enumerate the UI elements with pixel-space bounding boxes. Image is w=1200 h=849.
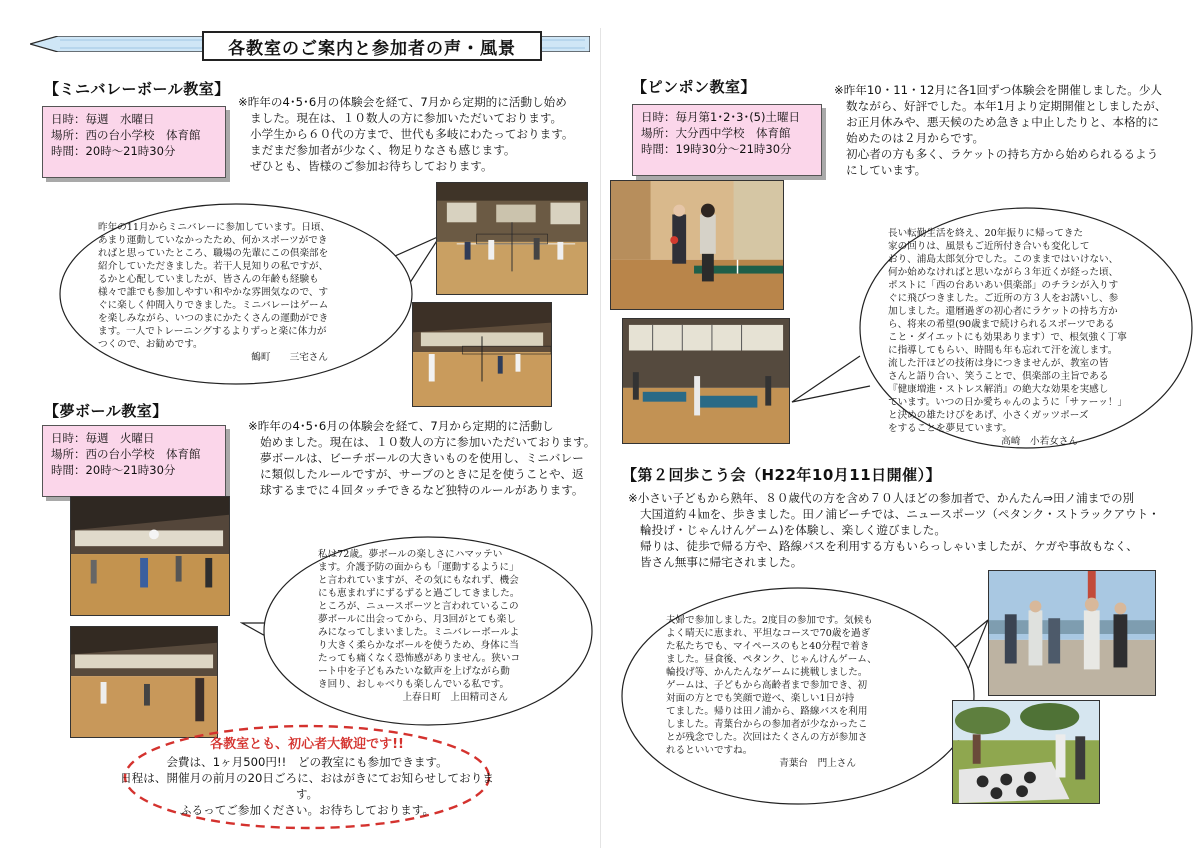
pingpong-desc-line: 始めたのは２月からです。: [846, 131, 985, 145]
voice-line: ぐに楽しく仲間入りできました。ミニバレーはゲーム: [98, 300, 329, 311]
voice-line: 様々で誰でも参加しやすい和やかな雰囲気なので、す: [98, 287, 329, 298]
walk-beach-photo: [952, 700, 1100, 804]
voice-line: ところが、ニュースポーツと言われているこの: [318, 601, 519, 612]
volleyball-section-title: 【ミニバレーボール教室】: [44, 80, 230, 98]
welcome-line: 会費は、1ヶ月500円!! どの教室にも参加できます。: [166, 755, 448, 769]
voice-line: 『健康増進・ストレス解消』の絶大な効果を実感し: [888, 384, 1109, 395]
pingpong-participant-voice: [888, 227, 1158, 448]
voice-line: てました。帰りは田ノ浦から、路線バスを利用: [666, 706, 868, 717]
voice-line: しました。青葉台からの参加者が少なかったこ: [666, 719, 868, 730]
pingpong-desc-line: ※昨年10・11・12月に各1回ずつ体験会を開催しました。少人: [834, 83, 1163, 97]
voice-line: き回り、おしゃべりも楽しんでいる私です。: [318, 679, 510, 690]
voice-signature: 高崎 小若女さん: [1001, 436, 1078, 447]
yumeball-desc-line: 夢ボールは、ビーチボールの大きいものを使用し、ミニバレー: [260, 451, 584, 465]
volleyball-desc-line: ぜひとも、皆様のご参加お待ちしております。: [250, 159, 493, 173]
yumeball-desc-line: 始めました。現在は、１０数人の方に参加いただいております。: [260, 435, 596, 449]
voice-line: と言われていますが、その気にもなれず、機会: [318, 575, 519, 586]
voice-line: みになってしまいました。ミニバレーボールよ: [318, 627, 520, 638]
voice-line: おり、浦島太郎気分でした。このままではいけない、: [888, 254, 1119, 265]
voice-line: とが残念でした。次回はたくさんの方が参加さ: [666, 732, 868, 743]
voice-line: と決めの雄たけびをあげ、小さくガッツポーズ: [888, 410, 1089, 421]
page-title: 各教室のご案内と参加者の声・風景: [202, 31, 542, 61]
voice-line: ます。一人でトレーニングするよりずっと楽に体力が: [98, 326, 327, 337]
voice-line: をすることを夢見ています。: [888, 423, 1012, 434]
voice-line: 長い転勤生活を終え、20年振りに帰ってきた: [888, 228, 1084, 239]
voice-line: たっても痛くなく恐怖感がありません。狭いコ: [318, 653, 521, 664]
volleyball-desc-line: ※昨年の4･5･6月の体験会を経て、7月から定期的に活動し始め: [238, 95, 567, 109]
walk-desc-line: 皆さん無事に帰宅されました。: [640, 555, 803, 569]
voice-line: 紹介していただきました。若干人見知りの私ですが、: [98, 261, 329, 272]
volleyball-gym-photo-2: [412, 302, 552, 407]
yumeball-schedule-box: [42, 425, 226, 497]
yumeball-desc-line: に類似したルールですが、サーブのときに足を使うことや、返: [260, 467, 584, 481]
voice-line: よく晴天に恵まれ、平坦なコースで70歳を過ぎ: [666, 628, 871, 639]
walk-section-title: 【第２回歩こう会（H22年10月11日開催）】: [622, 466, 942, 484]
page-fold: [600, 28, 601, 848]
volleyball-participant-voice: [98, 221, 388, 364]
yumeball-schedule-time: 時間：20時〜21時30分: [51, 463, 176, 477]
voice-line: さんと語り合い、笑うことで、倶楽部の主旨である: [888, 371, 1109, 382]
walk-group-photo: [988, 570, 1156, 696]
voice-line: り大きく柔らかなボールを使うため、身体に当: [318, 640, 519, 651]
voice-line: こと・ダイエットにも効果あります）で、根気強く丁寧: [888, 332, 1127, 343]
pingpong-schedule-day: 日時：毎月第1･2･3･(5)土曜日: [641, 110, 800, 124]
voice-line: に指導してもらい、時間も年も忘れて汗を流します。: [888, 345, 1118, 356]
voice-line: 家の回りは、風景もご近所付き合いも変化して: [888, 241, 1090, 252]
voice-signature: 鶴町 三宅さん: [251, 352, 328, 363]
yumeball-participant-voice: [318, 548, 548, 704]
voice-line: 昨年の11月からミニバレーに参加しています。日頃、: [98, 222, 331, 233]
voice-line: ています。いつの日か愛ちゃんのように「サァーッ！」: [888, 397, 1128, 408]
volleyball-desc-line: まだまだ参加者が少なく、物足りなさも感じます。: [250, 143, 516, 157]
voice-line: つくので、お勧めです。: [98, 339, 203, 350]
volleyball-schedule-day: 日時：毎週 水曜日: [51, 112, 155, 126]
yumeball-desc-line: 球するまでに４回タッチできるなど独特のルールがあります。: [260, 483, 584, 497]
yumeball-schedule-day: 日時：毎週 火曜日: [51, 431, 155, 445]
voice-line: 夢ボールに出会ってから、月3回がとても楽し: [318, 614, 516, 625]
voice-line: にも恵まれずにずるずると過ごしてきました。: [318, 588, 520, 599]
welcome-notice: [120, 721, 494, 833]
voice-line: ら、将来の希望(90歳まで続けられるスポーツである: [888, 319, 1115, 330]
voice-line: ぐに飛びつきました。ご近所の方３人をお誘いし、参: [888, 293, 1119, 304]
voice-line: 何か始めなければと思いながら３年近くが経った頃、: [888, 267, 1119, 278]
pingpong-photo-2: [622, 318, 790, 444]
voice-line: 流した汗ほどの技術は身につきませんが、教室の皆: [888, 358, 1109, 369]
yumeball-schedule-place: 場所：西の台小学校 体育館: [51, 447, 201, 461]
yumeball-gym-photo-1: [70, 496, 230, 616]
voice-line: 対面の方とでも笑顔で遊べ、楽しい1日が持: [666, 693, 855, 704]
voice-line: 夫婦で参加しました。2度目の参加です。気候も: [666, 615, 873, 626]
voice-signature: 上春日町 上田精司さん: [402, 692, 508, 703]
voice-line: 私は72歳。夢ボールの楽しさにハマッテい: [318, 549, 503, 560]
pingpong-section-title: 【ピンポン教室】: [632, 78, 757, 96]
walk-description: [628, 490, 1194, 570]
volleyball-schedule-place: 場所：西の台小学校 体育館: [51, 128, 201, 142]
voice-line: るかと心配していましたが、皆さんの年齢も経験も: [98, 274, 319, 285]
voice-line: を楽しみながら、いつのまにかたくさんの運動ができ: [98, 313, 329, 324]
voice-line: ます。介護予防の面からも「運動するように」: [318, 562, 519, 573]
welcome-line: ふるってご参加ください。お待ちしております。: [179, 803, 435, 817]
pingpong-desc-line: 初心者の方も多く、ラケットの持ち方から始められるるよう: [846, 147, 1159, 161]
welcome-title: 各教室とも、初心者大歓迎です!!: [210, 737, 404, 752]
walk-participant-voice: [666, 614, 916, 770]
pingpong-schedule-time: 時間：19時30分〜21時30分: [641, 142, 792, 156]
pingpong-desc-line: 数ながら、好評でした。本年1月より定期開催としましたが、: [846, 99, 1167, 113]
voice-line: た私たちでも、マイペースのもと40分程で着き: [666, 641, 870, 652]
pingpong-photo-1: [610, 180, 784, 310]
yumeball-description: [248, 418, 598, 498]
welcome-line: 日程は、開催月の前月の20日ごろに、おはがきにてお知らせしております。: [120, 771, 494, 801]
walk-desc-line: ※小さい子どもから熟年、８０歳代の方を含め７０人ほどの参加者で、かんたん⇒田ノ浦までの別: [628, 491, 1135, 505]
volleyball-gym-photo-1: [436, 182, 588, 295]
voice-line: れるといいですね。: [666, 745, 753, 756]
voice-line: ました。昼食後、ペタンク、じゃんけんゲーム、: [666, 654, 877, 665]
voice-line: ポストに「西の台あいあい倶楽部」のチラシが入りす: [888, 280, 1119, 291]
voice-line: ればと思っていたところ、職場の先輩にこの倶楽部を: [98, 248, 329, 259]
voice-line: あまり運動していなかったため、何かスポーツができ: [98, 235, 328, 246]
volleyball-schedule-box: [42, 106, 226, 178]
voice-line: ート中を子どもみたいな歓声を上げながら動: [318, 666, 510, 677]
volleyball-schedule-time: 時間：20時〜21時30分: [51, 144, 176, 158]
voice-line: 輪投げ等、かんたんなゲームに挑戦しました。: [666, 667, 868, 678]
volleyball-desc-line: ました。現在は、１０数人の方に参加いただいております。: [250, 111, 563, 125]
pingpong-desc-line: お正月休みや、悪天候のため急きょ中止したりと、本格的に: [846, 115, 1159, 129]
walk-desc-line: 輪投げ・じゃんけんゲーム)を体験し、楽しく遊びました。: [640, 523, 946, 537]
pingpong-schedule-place: 場所：大分西中学校 体育館: [641, 126, 791, 140]
voice-line: 加しました。還暦過ぎの初心者にラケットの持ち方か: [888, 306, 1118, 317]
yumeball-desc-line: ※昨年の4･5･6月の体験会を経て、7月から定期的に活動し: [248, 419, 554, 433]
pingpong-schedule-box: [632, 104, 822, 176]
pingpong-desc-line: にしています。: [846, 163, 927, 177]
yumeball-section-title: 【夢ボール教室】: [44, 402, 168, 420]
volleyball-desc-line: 小学生から６０代の方まで、世代も多岐にわたっております。: [250, 127, 574, 141]
walk-desc-line: 大国道約４㎞を、歩きました。田ノ浦ビーチでは、ニュースポーツ（ペタンク・ストラックアウト・: [640, 507, 1160, 521]
voice-signature: 青葉台 門上さん: [779, 758, 856, 769]
walk-desc-line: 帰りは、徒歩で帰る方や、路線バスを利用する方もいらっしゃいましたが、ケガや事故もなく、: [640, 539, 1138, 553]
volleyball-description: [238, 94, 598, 174]
voice-line: ゲームは、子どもから高齢者まで参加でき、初: [666, 680, 868, 691]
pingpong-description: [834, 82, 1196, 178]
